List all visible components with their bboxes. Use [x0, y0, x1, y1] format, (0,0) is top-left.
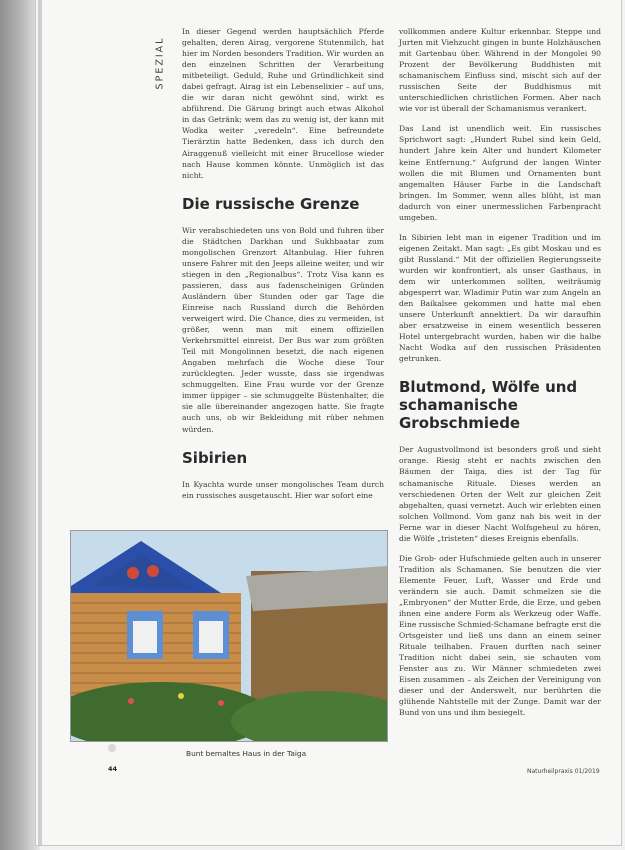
right-paragraph-2: Das Land ist unendlich weit. Ein russisches Sprichwort sagt: „Hundert Rubel sind kein Geld, hundert Jahre kein Alter und hundert Kilometer keine Entfernung.“ Aufgrund der langen Winter wollen die mit Blumen und Ornamenten bunt angemalten Häuser Farbe in die Landschaft bringen. Im Sommer, wenn alles blüht, ist man dadurch von einer unermesslichen Farbenpracht umgeben. — [399, 124, 601, 222]
border-paragraph: Wir verabschiedeten uns von Bold und fuhren über die Städtchen Darkhan und Sukhbaatar zum mongolischen Grenzort Altanbulag. Hier fuhren unsere Fahrer mit den Jeeps alleine weiter, und wir stiegen in den „Regionalbus“. Trotz Visa kann es passieren, dass aus fadenscheinigen Gründen Ausländern über Stunden oder gar Tage die Einreise nach Russland durch die Behörden verweigert wird. Die Chance, dies zu vermeiden, ist größer, wenn man mit einem offiziellen Verkehrsmittel einreist. Der Bus war zum größten Teil mit Mongolinnen besetzt, die nach eigenen Angaben mehrfach die Woche diese Tour zurücklegten. Jeder wusste, dass sie irgendwas schmuggelten. Eine Frau wurde vor der Grenze immer üppiger – sie schmuggelte Büstenhalter, die sie alle übereinander angezogen hatte. Sie fragte auch uns, ob wir Bekleidung mit rüber nehmen würden. — [182, 225, 384, 434]
photo-illustration — [71, 531, 387, 741]
footer-publication: Naturheilpraxis 01/2019 — [527, 768, 600, 775]
gable-ornament-2 — [147, 565, 159, 577]
page-fold — [38, 0, 42, 845]
right-paragraph-4: Der Augustvollmond ist besonders groß und sieht orange. Riesig steht er nachts zwischen den Bäumen der Taiga, dies ist der Tag für schamanische Rituale. Dieses werden an verschiedenen Orten der Welt zur gleichen Zeit abgehalten, quasi vernetzt. Auch wir erlebten einen solchen Vollmond. Vom ganz nah bis weit in der Ferne war in dieser Nacht Wolfsgeheul zu hören, die Wölfe „tristeten“ dieses Ereignis ebenfalls. — [399, 445, 601, 543]
heading-russian-border: Die russische Grenze — [182, 194, 360, 213]
siberia-paragraph: In Kyachta wurde unser mongolisches Team durch ein russisches ausgetauscht. Hier war sofort eine — [182, 479, 384, 500]
left-column — [182, 26, 384, 510]
flower-3 — [218, 700, 224, 706]
right-column — [399, 26, 601, 727]
intro-paragraph: In dieser Gegend werden hauptsächlich Pferde gehalten, deren Airag, vergorene Stutenmilch, hat hier im Norden besonders Tradition. Wir wurden an den einzelnen Schritten der Verarbeitung mitbeteiligt. Geduld, Ruhe und Gründlichkeit sind dabei gefragt. Airag ist ein Lebenselixier – auf uns, die wir daran nicht gewöhnt sind, wirkt es abführend. Die Gärung bringt auch etwas Alkohol in das Getränk; wem das zu wenig ist, der kann mit Wodka weiter „veredeln“. Eine befreundete Tierärztin hatte Bedenken, dass ich durch den Airaggenuß vielleicht mit einer Brucellose wieder nach Hause kommen könnte. Unmöglich ist das nicht. — [182, 27, 384, 180]
photo-caption: Bunt bemaltes Haus in der Taiga — [186, 749, 307, 758]
page-dot-mark — [108, 744, 116, 752]
taiga-house-photo — [70, 530, 388, 742]
heading-siberia: Sibirien — [182, 448, 248, 467]
section-label-text: SPEZIAL — [154, 36, 166, 90]
window-right-glass — [199, 621, 223, 653]
gable-ornament-1 — [127, 567, 139, 579]
heading-bloodmoon: Blutmond, Wölfe und schamanische Grobschmiede — [399, 378, 578, 433]
page-number: 44 — [108, 765, 118, 773]
right-paragraph-5: Die Grob- oder Hufschmiede gelten auch in unserer Tradition als Schamanen. Sie benutzen die vier Elemente Feuer, Luft, Wasser und Erde und verändern sie auch. Damit schmelzen sie die „Embryonen“ der Mutter Erde, die Erze, und geben ihnen eine andere Form als Werkzeug oder Waffe. Eine russische Schmied-Schamane befragte erst die Ortsgeister und ließ uns dann an einem seiner Rituale teilhaben. Frauen durften nach seiner Tradition nicht dabei sein, sie schauten vom Fenster aus zu. Wir Männer schmiedeten zwei Eisen zusammen – als Zeichen der Vereinigung von dieser und der Anderswelt, nur berührten die glühende Nahtstelle mit der Zunge. Damit war der Bund von uns und ihm besiegelt. — [399, 553, 601, 718]
window-left-glass — [133, 621, 157, 653]
section-label — [150, 18, 170, 108]
page-edge-shadow — [0, 0, 40, 850]
flower-1 — [128, 698, 134, 704]
right-paragraph-3: In Sibirien lebt man in eigener Tradition und im eigenen Zeitakt. Man sagt: „Es gibt Moskau und es gibt Russland.“ Mit der offiziellen Regierungsseite wurden wir konfrontiert, als unser Gasthaus, in dem wir unterkommen sollten, weiträumig abgesperrt war. Wladimir Putin war zum Angeln an den Baikalsee gekommen und hatte mal eben unsere Unterkunft annektiert. Da wir daraufhin aber ersatzweise in einem wesentlich besseren Hotel untergebracht wurden, haben wir die halbe Nacht Wodka auf den russischen Präsidenten getrunken. — [399, 232, 601, 364]
flower-2 — [178, 693, 184, 699]
right-paragraph-1: vollkommen andere Kultur erkennbar. Steppe und Jurten mit Viehzucht gingen in bunte Holzhäuschen mit Gartenbau über. Während in der Mongolei 90 Prozent der Bevölkerung Buddhisten mit schamanischem Einfluss sind, mischt sich auf der russischen Seite der Buddhismus mit unterschiedlichen christlichen Formen. Aber nach wie vor ist überall der Schamanismus verankert. — [399, 27, 601, 114]
